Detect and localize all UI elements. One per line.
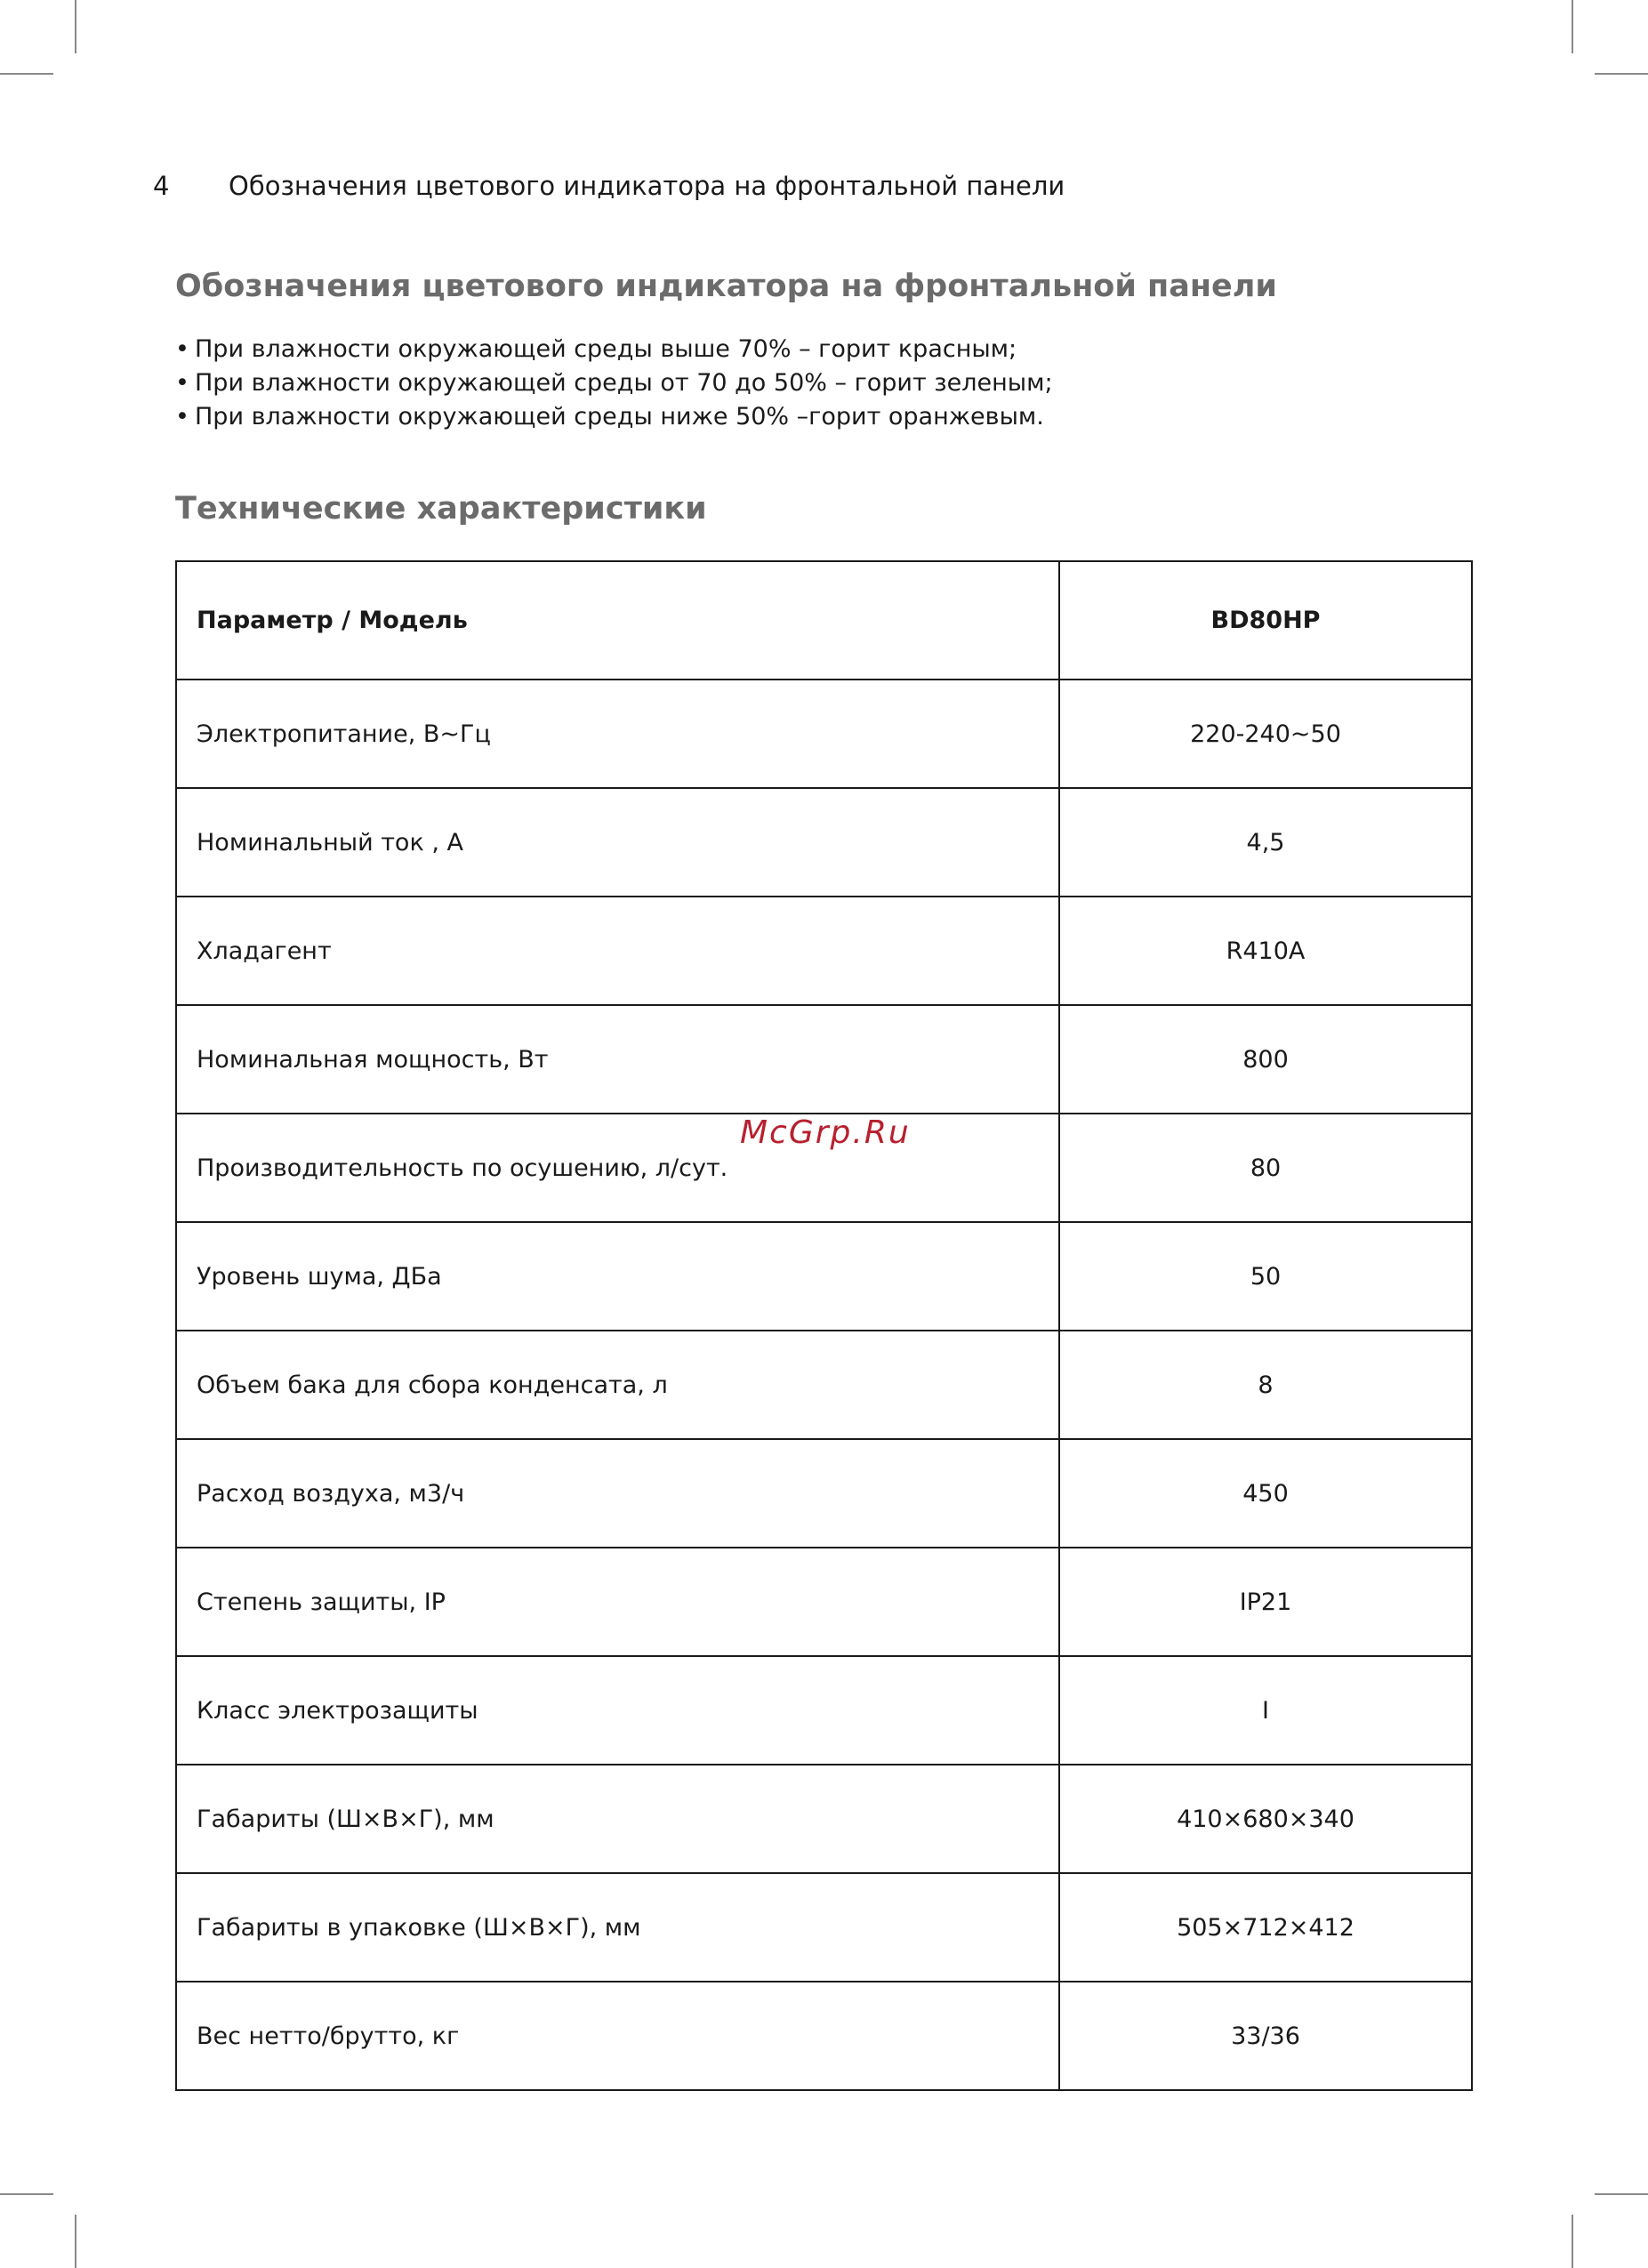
value-cell: 50 <box>1059 1222 1472 1331</box>
crop-mark <box>1595 73 1648 75</box>
param-cell: Электропитание, В~Гц <box>176 680 1059 788</box>
table-row <box>176 1656 1472 1765</box>
crop-mark <box>0 73 53 75</box>
list-item: • При влажности окружающей среды от 70 до 50% – горит зеленым; <box>175 369 1053 397</box>
page-header <box>153 171 1065 201</box>
table-row <box>176 897 1472 1005</box>
table-row <box>176 1439 1472 1548</box>
table-row <box>176 1005 1472 1114</box>
crop-mark <box>1572 0 1573 53</box>
value-cell: 450 <box>1059 1439 1472 1548</box>
param-cell: Производительность по осушению, л/сут. <box>176 1114 1059 1222</box>
table-row <box>176 1873 1472 1982</box>
crop-mark <box>0 2193 53 2195</box>
crop-mark <box>1595 2193 1648 2195</box>
table-row <box>176 1765 1472 1873</box>
value-cell: 33/36 <box>1059 1982 1472 2090</box>
param-cell: Степень защиты, IP <box>176 1548 1059 1656</box>
list-item: • При влажности окружающей среды выше 70% – горит красным; <box>175 335 1017 363</box>
watermark: McGrp.Ru <box>740 1114 911 1151</box>
table-row <box>176 1331 1472 1439</box>
param-cell: Габариты в упаковке (Ш×В×Г), мм <box>176 1873 1059 1982</box>
param-cell: Хладагент <box>176 897 1059 1005</box>
value-cell: I <box>1059 1656 1472 1765</box>
column-header-param: Параметр / Модель <box>176 561 1059 680</box>
specs-section-title: Технические характеристики <box>175 491 707 527</box>
param-cell: Уровень шума, ДБа <box>176 1222 1059 1331</box>
specs-table <box>175 560 1473 2091</box>
table-row <box>176 1548 1472 1656</box>
param-cell: Вес нетто/брутто, кг <box>176 1982 1059 2090</box>
crop-mark <box>1572 2215 1573 2268</box>
table-row <box>176 680 1472 788</box>
value-cell: 220-240~50 <box>1059 680 1472 788</box>
indicator-list <box>175 333 1053 434</box>
list-item: • При влажности окружающей среды ниже 50% –горит оранжевым. <box>175 403 1044 430</box>
param-cell: Габариты (Ш×В×Г), мм <box>176 1765 1059 1873</box>
table-row <box>176 788 1472 897</box>
value-cell: 410×680×340 <box>1059 1765 1472 1873</box>
value-cell: 505×712×412 <box>1059 1873 1472 1982</box>
value-cell: 80 <box>1059 1114 1472 1222</box>
param-cell: Номинальная мощность, Вт <box>176 1005 1059 1114</box>
param-cell: Расход воздуха, м3/ч <box>176 1439 1059 1548</box>
value-cell: R410A <box>1059 897 1472 1005</box>
table-header-row <box>176 561 1472 680</box>
table-row <box>176 1222 1472 1331</box>
indicator-section-title: Обозначения цветового индикатора на фронтальной панели <box>175 269 1277 304</box>
table-row <box>176 1982 1472 2090</box>
page-number: 4 <box>153 171 170 201</box>
value-cell: 8 <box>1059 1331 1472 1439</box>
crop-mark <box>75 2215 76 2268</box>
value-cell: 800 <box>1059 1005 1472 1114</box>
param-cell: Класс электрозащиты <box>176 1656 1059 1765</box>
value-cell: 4,5 <box>1059 788 1472 897</box>
running-title: Обозначения цветового индикатора на фронтальной панели <box>229 171 1065 201</box>
crop-mark <box>75 0 76 53</box>
param-cell: Номинальный ток , А <box>176 788 1059 897</box>
param-cell: Объем бака для сбора конденсата, л <box>176 1331 1059 1439</box>
column-header-model: BD80HP <box>1059 561 1472 680</box>
value-cell: IP21 <box>1059 1548 1472 1656</box>
